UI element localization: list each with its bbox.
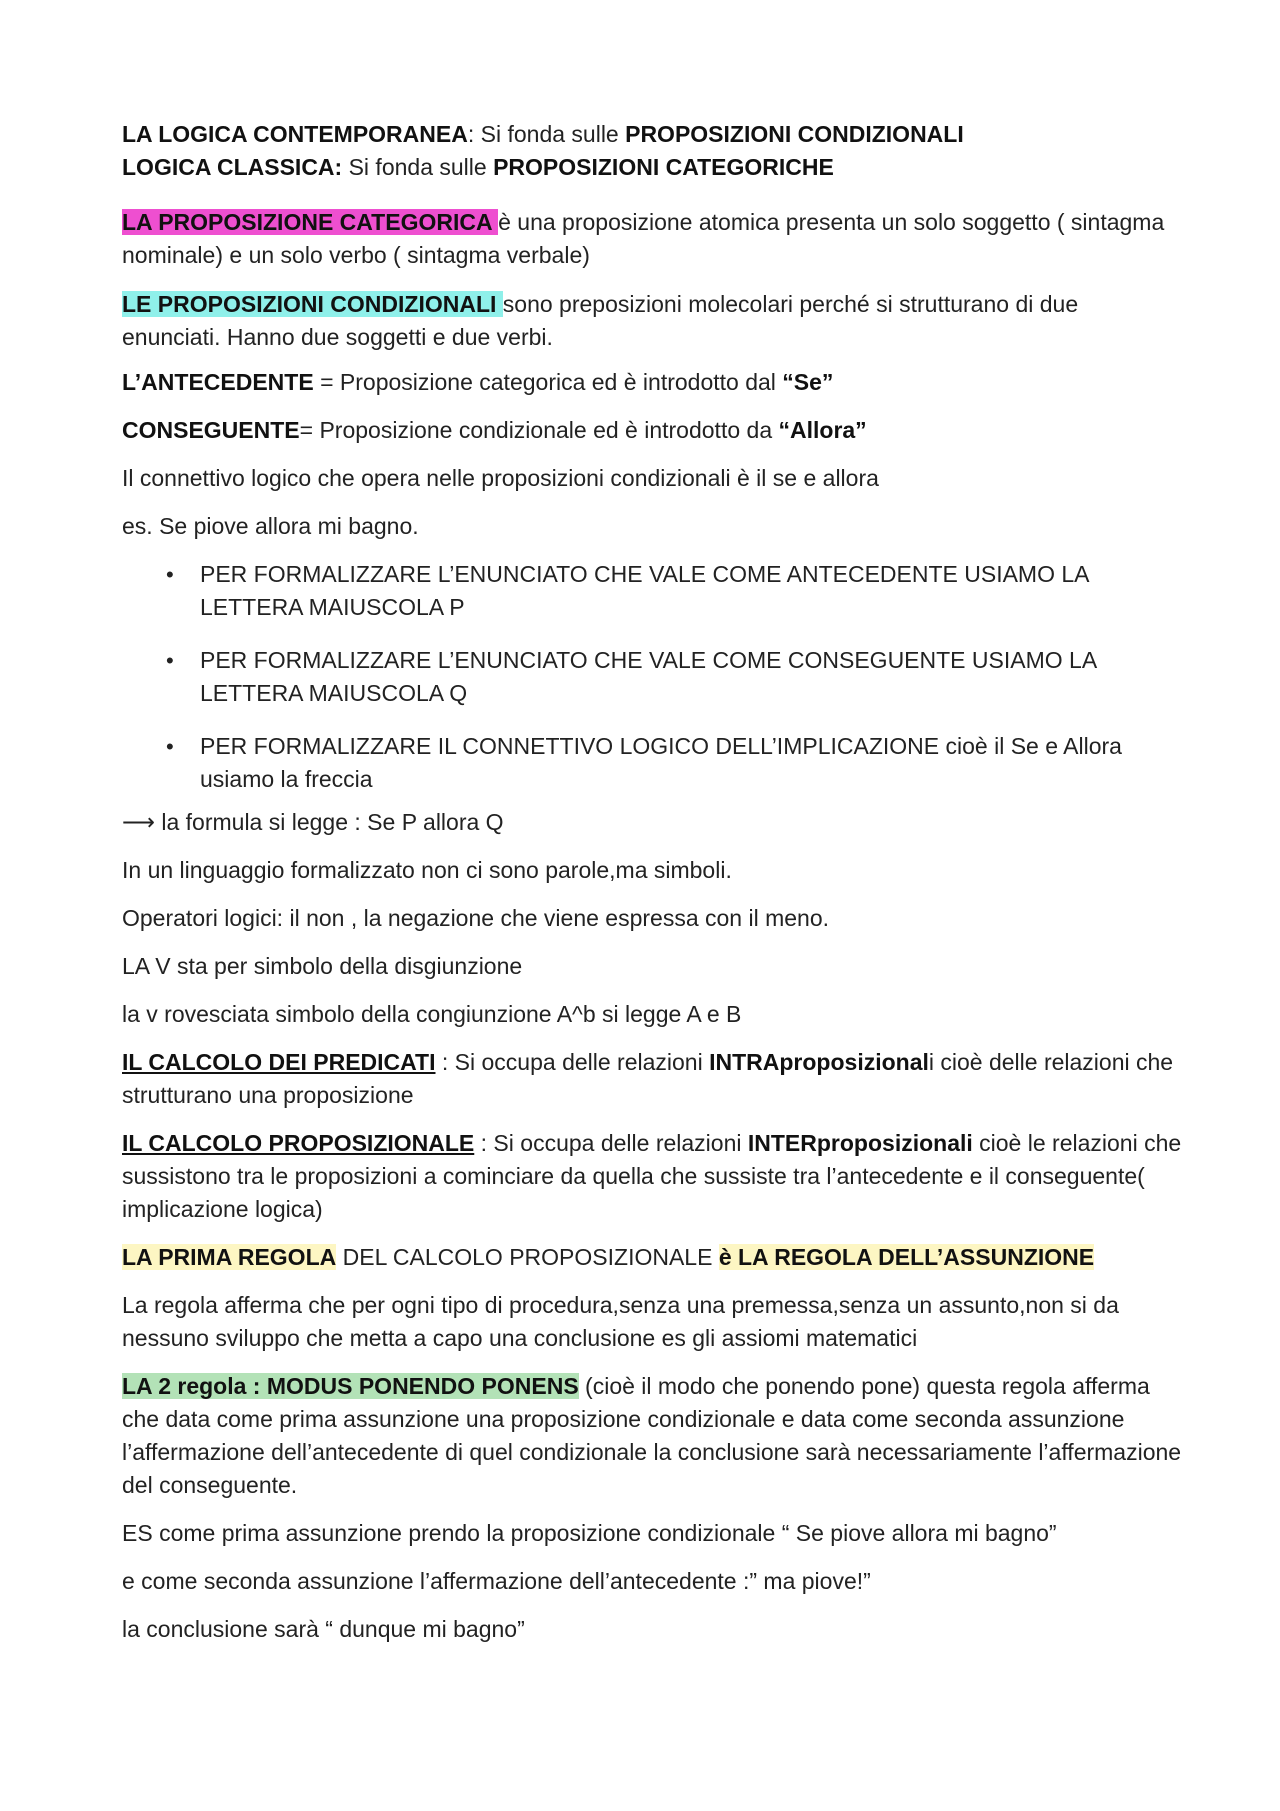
prima-regola-text: DEL CALCOLO PROPOSIZIONALE (336, 1244, 719, 1270)
operatori-line: Operatori logici: il non , la negazione che viene espressa con il meno. (122, 905, 830, 931)
connettivo-line: Il connettivo logico che opera nelle proposizioni condizionali è il se e allora (122, 465, 879, 491)
list-item-text: PER FORMALIZZARE IL CONNETTIVO LOGICO DELL’IMPLICAZIONE cioè il Se e Allora usiamo la freccia (200, 733, 1122, 792)
esempio-line: es. Se piove allora mi bagno. (122, 513, 419, 539)
list-item (122, 558, 1182, 624)
list-item-text: PER FORMALIZZARE L’ENUNCIATO CHE VALE COME ANTECEDENTE USIAMO LA LETTERA MAIUSCOLA P (200, 561, 1089, 620)
antecedente-line (122, 366, 1182, 399)
linguaggio-line: In un linguaggio formalizzato non ci sono parole,ma simboli. (122, 857, 732, 883)
regola-assunzione-term: è LA REGOLA DELL’ASSUNZIONE (718, 1244, 1095, 1270)
logica-classica-term: LOGICA CLASSICA: (122, 154, 343, 180)
congiunzione-line: la v rovesciata simbolo della congiunzione A^b si legge A e B (122, 1001, 742, 1027)
interproposizionali-term: INTERproposizionali (747, 1130, 973, 1156)
intro-definitions (122, 118, 1182, 184)
prima-regola-heading (122, 1241, 1182, 1274)
proposizioni-condizionali-term: PROPOSIZIONI CONDIZIONALI (625, 121, 964, 147)
example-line-1: ES come prima assunzione prendo la proposizione condizionale “ Se piove allora mi bagno” (122, 1520, 1057, 1546)
conseguente-line (122, 414, 1182, 447)
list-item (122, 730, 1182, 796)
prima-regola-term: LA PRIMA REGOLA (122, 1244, 337, 1270)
conseguente-term: CONSEGUENTE (122, 417, 300, 443)
antecedente-term: L’ANTECEDENTE (122, 369, 321, 395)
bullet-icon: • (166, 648, 174, 673)
intro-line1-text: : Si fonda sulle (467, 121, 626, 147)
proposizionale-text-1: : Si occupa delle relazioni (474, 1130, 748, 1156)
conseguente-quote: “Allora” (778, 417, 867, 443)
logica-contemporanea-term: LA LOGICA CONTEMPORANEA (122, 121, 468, 147)
condizionali-paragraph (122, 288, 1182, 354)
calcolo-predicati-paragraph (122, 1046, 1182, 1112)
disgiunzione-line: LA V sta per simbolo della disgiunzione (122, 953, 523, 979)
bullet-icon: • (166, 734, 174, 759)
calcolo-predicati-term: IL CALCOLO DEI PREDICATI (122, 1049, 436, 1075)
regola-paragraph: La regola afferma che per ogni tipo di procedura,senza una premessa,senza un assunto,non si da nessuno sviluppo che metta a capo una conclusione es gli assiomi matematici (122, 1292, 1119, 1351)
example-line-3: la conclusione sarà “ dunque mi bagno” (122, 1616, 525, 1642)
document-page (122, 118, 1182, 1661)
list-item-text: PER FORMALIZZARE L’ENUNCIATO CHE VALE COME CONSEGUENTE USIAMO LA LETTERA MAIUSCOLA Q (200, 647, 1096, 706)
intraproposizionali-term: INTRAproposizional (709, 1049, 929, 1075)
seconda-regola-text: (cioè il modo che ponendo pone) questa regola afferma che data come prima assunzione una proposizione condizionale e data come seconda assunzione l’affermazione dell’antecedente di quel condizionale la conclusione sarà necessariamente l’affermazione del conseguente. (122, 1373, 1182, 1498)
calcolo-proposizionale-term: IL CALCOLO PROPOSIZIONALE (122, 1130, 475, 1156)
calcolo-proposizionale-paragraph (122, 1127, 1182, 1226)
example-line-2: e come seconda assunzione l’affermazione dell’antecedente :” ma piove!” (122, 1568, 871, 1594)
condizionali-text: sono preposizioni molecolari perché si strutturano di due enunciati. Hanno due soggetti e due verbi. (122, 291, 1079, 350)
bullet-icon: • (166, 562, 174, 587)
formalization-list (122, 558, 1182, 796)
predicati-text-2: i cioè delle relazioni che strutturano una proposizione (122, 1049, 1174, 1108)
proposizioni-categoriche-term: PROPOSIZIONI CATEGORICHE (493, 154, 834, 180)
condizionali-term: LE PROPOSIZIONI CONDIZIONALI (122, 291, 503, 317)
categorica-text: è una proposizione atomica presenta un solo soggetto ( sintagma nominale) e un solo verbo ( sintagma verbale) (122, 209, 1165, 268)
categorica-term: LA PROPOSIZIONE CATEGORICA (122, 209, 499, 235)
antecedente-quote: “Se” (782, 369, 834, 395)
predicati-text-1: : Si occupa delle relazioni (435, 1049, 710, 1075)
formula-line: ⟶ la formula si legge : Se P allora Q (122, 809, 504, 835)
categorica-paragraph (122, 206, 1182, 272)
modus-ponens-term: LA 2 regola : MODUS PONENDO PONENS (122, 1373, 579, 1399)
proposizionale-text-2: cioè le relazioni che sussistono tra le proposizioni a cominciare da quella che sussiste tra l’antecedente e il conseguente( implicazione logica) (122, 1130, 1182, 1222)
list-item (122, 644, 1182, 710)
antecedente-text: = Proposizione categorica ed è introdotto dal (320, 369, 783, 395)
conseguente-text: = Proposizione condizionale ed è introdotto da (299, 417, 779, 443)
intro-line2-text: Si fonda sulle (342, 154, 494, 180)
seconda-regola-paragraph (122, 1370, 1182, 1502)
